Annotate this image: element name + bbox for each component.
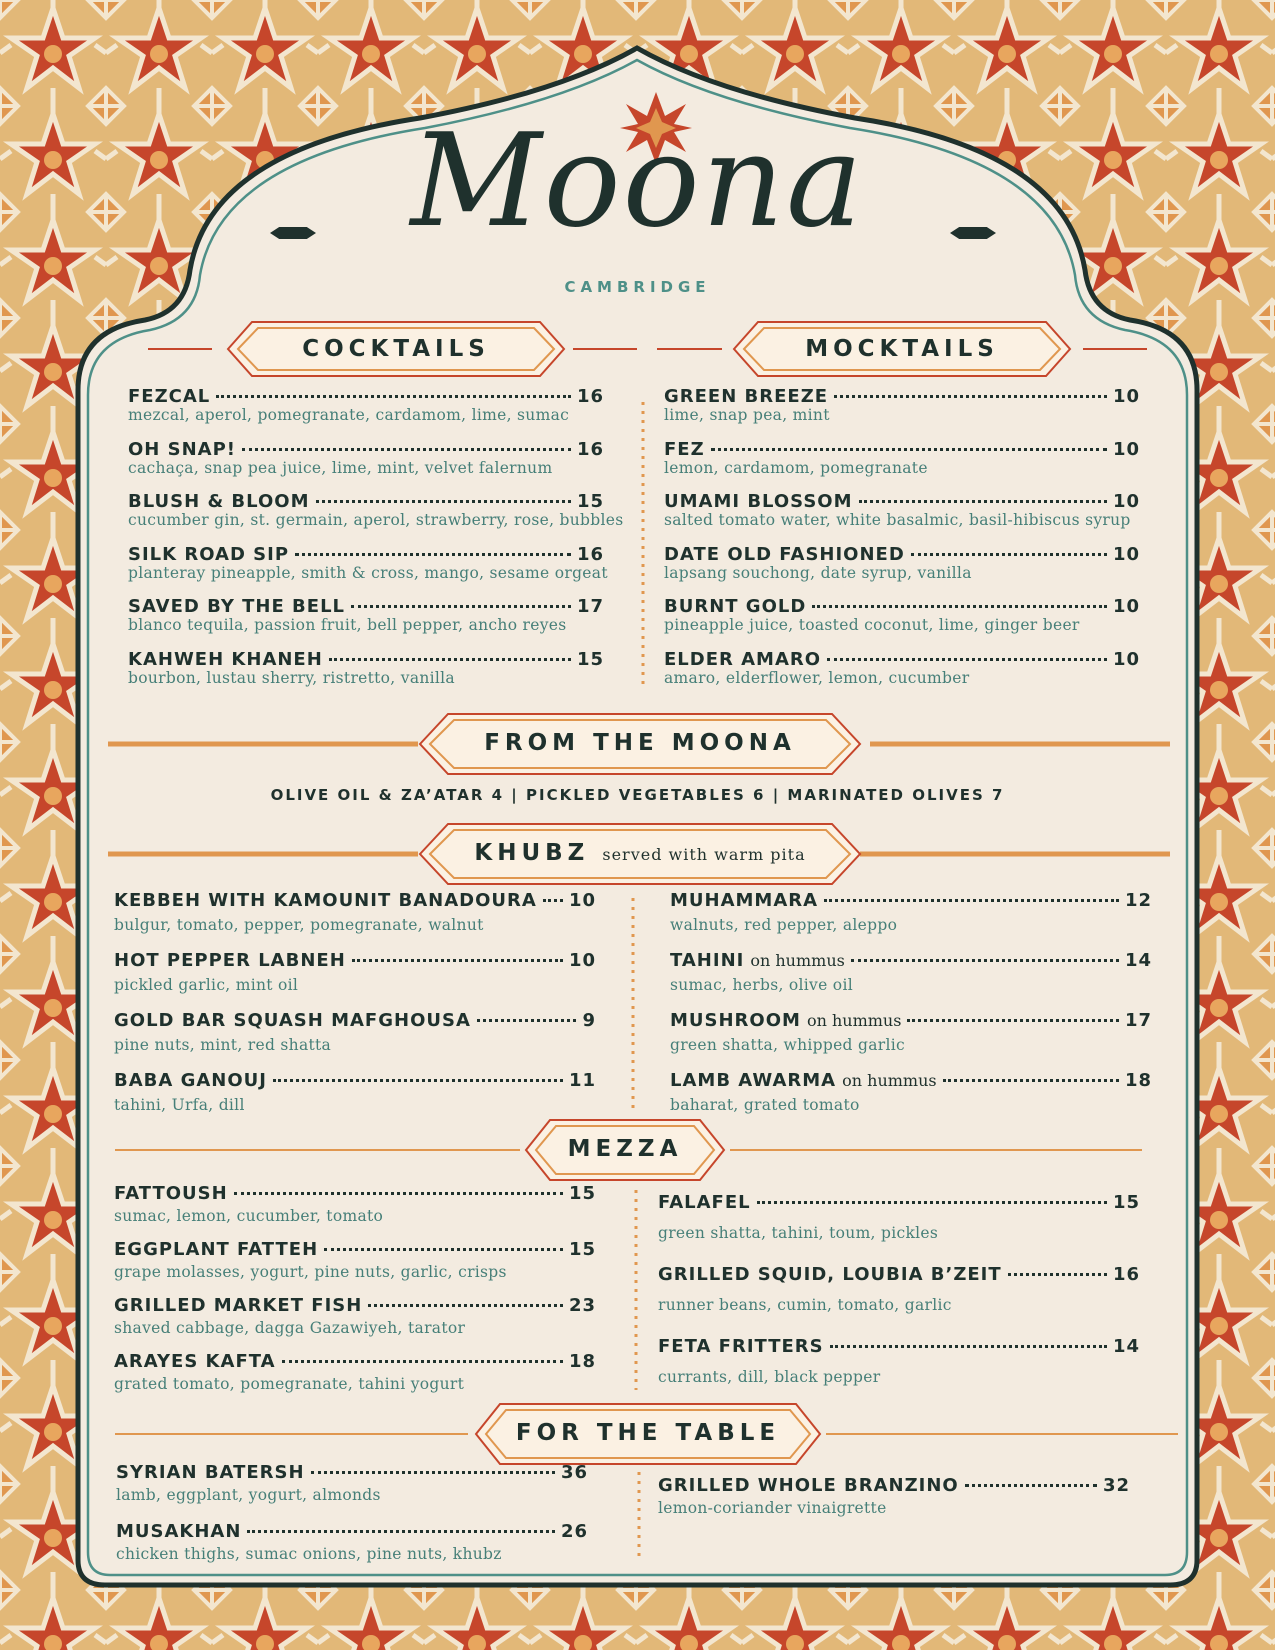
menu-item-description: lapsang souchong, date syrup, vanilla [664,563,972,582]
dot-leader [242,448,571,451]
dot-leader [543,899,563,902]
dot-leader [273,1079,563,1082]
menu-item-row [670,1010,1152,1032]
menu-item [128,491,624,530]
menu-item-price: 14 [1112,1336,1140,1357]
menu-item-description: tahini, Urfa, dill [114,1096,245,1114]
menu-item [664,544,1140,583]
menu-item [128,439,604,478]
menu-item-description: walnuts, red pepper, aleppo [670,916,898,934]
menu-item-description: salted tomato water, white basalmic, basil-hibiscus syrup [664,511,1131,529]
menu-item-name: ELDER AMARO [664,648,822,670]
dot-leader [824,899,1119,902]
dot-leader [830,1345,1107,1348]
menu-item-row [128,544,604,566]
dot-leader [352,959,563,962]
menu-item [128,543,608,583]
dot-leader [477,1019,577,1022]
menu-item-price: 18 [1124,1070,1152,1091]
dot-leader [943,1079,1119,1082]
dot-leader [247,1530,555,1533]
menu-item-description: lemon, cardamom, pomegranate [664,458,928,477]
menu-item-row [670,950,1152,972]
dot-leader [859,500,1107,503]
menu-item-name: GRILLED SQUID, LOUBIA B’ZEIT [658,1264,1002,1285]
menu-item-name: MUSAKHAN [116,1521,242,1542]
menu-item [658,1192,1140,1243]
logo-wordmark: Moona [410,107,865,256]
menu-item [670,950,1152,995]
menu-item [670,1070,1152,1115]
menu-item-name: SAVED BY THE BELL [128,596,346,617]
menu-item-name: KEBBEH WITH KAMOUNIT BANADOURA [114,890,537,911]
menu-item-price: 18 [568,1351,596,1372]
menu-item-row [114,950,596,972]
menu-item-row [114,1239,596,1261]
menu-item [114,890,596,935]
menu-item-name: BABA GANOUJ [114,1070,267,1091]
menu-item-price: 15 [1112,1192,1140,1213]
menu-item [128,649,604,688]
menu-item-price: 10 [1112,491,1140,512]
menu-item [658,1336,1140,1387]
dot-leader [1008,1273,1107,1276]
menu-item-row [114,1070,596,1092]
menu-item-row [116,1521,588,1543]
menu-item-price: 9 [582,1010,596,1031]
menu-item-row [664,544,1140,566]
khubz-title: KHUBZ [474,840,590,866]
menu-item [116,1521,588,1564]
menu-item-description: grape molasses, yogurt, pine nuts, garlic, crisps [114,1263,507,1281]
section-title-mezza: MEZZA [567,1136,683,1162]
menu-item-row [658,1264,1140,1286]
menu-item [670,890,1152,935]
menu-item-row [664,386,1140,408]
dot-leader [234,1192,563,1195]
dot-leader [834,395,1107,398]
menu-item-row [664,491,1140,513]
dot-leader [757,1201,1107,1204]
dot-leader [311,1471,555,1474]
menu-item-name: GRILLED MARKET FISH [114,1295,363,1316]
menu-item-row [114,1295,596,1317]
menu-item-description: chicken thighs, sumac onions, pine nuts, khubz [116,1545,502,1563]
dot-leader [282,1360,563,1363]
dot-leader [295,553,571,556]
menu-item-price: 26 [560,1521,588,1542]
menu-item-description: shaved cabbage, dagga Gazawiyeh, tarator [114,1319,466,1337]
menu-item-price: 10 [1112,543,1140,565]
menu-item-name: FEZCAL [128,386,211,407]
menu-item-description: pickled garlic, mint oil [114,976,299,994]
section-title-cocktails: COCKTAILS [302,336,490,362]
menu-item [114,1351,596,1394]
menu-item-price: 10 [1112,438,1140,460]
dot-leader [907,1019,1119,1022]
dot-leader [316,500,571,503]
menu-item [670,1010,1152,1055]
menu-item [664,386,1140,425]
menu-item-row [664,596,1140,618]
menu-item-price: 14 [1124,950,1152,971]
menu-item-name: GOLD BAR SQUASH MAFGHOUSA [114,1010,471,1031]
menu-item-row [664,439,1140,461]
menu-item-row [128,649,604,671]
menu-item-price: 36 [560,1462,588,1483]
menu-item-description: grated tomato, pomegranate, tahini yogurt [114,1375,465,1393]
menu-item-price: 23 [568,1295,596,1316]
menu-item [114,1070,596,1115]
menu-item-row [658,1192,1140,1214]
menu-item-name: FETA FRITTERS [658,1336,824,1357]
menu-item-name: FEZ [664,438,705,460]
dot-leader [324,1248,563,1251]
menu-item-note: on hummus [806,1011,902,1030]
menu-item-price: 10 [1112,386,1140,407]
dot-leader [711,448,1107,451]
dot-leader [911,553,1107,556]
menu-item [114,1010,596,1055]
menu-item-price: 11 [568,1070,596,1091]
menu-item-price: 16 [576,438,604,460]
menu-item-row [128,439,604,461]
menu-item-price: 15 [568,1239,596,1260]
menu-item-name: KAHWEH KHANEH [128,648,323,670]
menu-item-note: on hummus [750,951,845,970]
menu-item-price: 16 [1112,1264,1140,1285]
menu-item-row [658,1475,1130,1497]
menu-item-description: green shatta, tahini, toum, pickles [658,1224,939,1242]
dot-leader [329,658,571,661]
menu-item-name: UMAMI BLOSSOM [664,491,853,512]
menu-item-description: lime, snap pea, mint [664,406,830,424]
dot-leader [368,1304,563,1307]
menu-item [658,1264,1140,1315]
dot-leader [851,959,1119,962]
menu-item [128,596,604,635]
menu-item-description: planteray pineapple, smith & cross, mango, sesame orgeat [128,563,608,582]
menu-item [116,1462,588,1505]
menu-item-name: MUHAMMARA [670,890,819,911]
menu-item-description: bulgur, tomato, pepper, pomegranate, walnut [114,916,484,934]
menu-item-price: 12 [1124,890,1152,911]
menu-item [114,950,596,995]
menu-item-name: GREEN BREEZE [664,386,829,407]
menu-item [664,596,1140,635]
dot-leader [965,1484,1097,1487]
menu-item [658,1475,1130,1518]
menu-item-description: lemon-coriander vinaigrette [658,1499,887,1517]
menu-item-row [114,1351,596,1373]
menu-item-name: LAMB AWARMA [670,1070,837,1091]
menu-item-description: cachaça, snap pea juice, lime, mint, velvet falernum [128,458,553,477]
menu-item-price: 17 [576,596,604,617]
menu-item-row [114,1183,596,1205]
menu-item-name: TAHINI [670,950,745,971]
menu-item-note: on hummus [842,1071,937,1090]
menu-item-description: runner beans, cumin, tomato, garlic [658,1296,952,1314]
menu-item-price: 15 [576,648,604,670]
menu-item-name: GRILLED WHOLE BRANZINO [658,1475,959,1496]
menu-item-row [670,890,1152,912]
menu-item-price: 10 [1112,648,1140,670]
menu-item-price: 16 [576,543,604,565]
menu-item-price: 10 [1112,596,1140,617]
section-title-for-the-table: FOR THE TABLE [515,1420,781,1446]
menu-item-name: DATE OLD FASHIONED [664,543,905,565]
menu-item-description: bourbon, lustau sherry, ristretto, vanilla [128,668,455,687]
menu-item-price: 15 [568,1183,596,1204]
menu-item-description: currants, dill, black pepper [658,1368,881,1386]
section-title-from-the-moona: FROM THE MOONA [484,730,796,756]
section-title-mocktails: MOCKTAILS [805,336,999,362]
section-title-khubz [448,840,832,866]
from-the-moona-items: OLIVE OIL & ZA’ATAR 4 | PICKLED VEGETABLES 6 | MARINATED OLIVES 7 [270,786,1005,804]
menu-item-description: amaro, elderflower, lemon, cucumber [664,668,970,687]
menu-item-name: EGGPLANT FATTEH [114,1239,319,1260]
menu-item-description: blanco tequila, passion fruit, bell pepper, ancho reyes [128,616,567,634]
menu-item-description: sumac, lemon, cucumber, tomato [114,1207,384,1225]
menu-item-row [114,1010,596,1032]
menu-item [664,491,1140,530]
menu-item-row [128,491,604,513]
menu-item-price: 16 [576,386,604,407]
menu-item-description: baharat, grated tomato [670,1096,860,1114]
menu-item [114,1295,596,1338]
menu-item-description: cucumber gin, st. germain, aperol, strawberry, rose, bubbles [128,511,624,529]
menu-item-name: MUSHROOM [670,1010,801,1031]
menu-item-name: SYRIAN BATERSH [116,1462,305,1483]
location-label: CAMBRIDGE [564,278,711,296]
menu-item-row [670,1070,1152,1092]
menu-item-name: FATTOUSH [114,1183,228,1204]
dot-leader [216,395,571,398]
menu-item-price: 10 [568,890,596,911]
menu-item-name: BLUSH & BLOOM [128,491,310,512]
dot-leader [812,605,1107,608]
menu-item-name: FALAFEL [658,1192,751,1213]
menu-item-name: ARAYES KAFTA [114,1351,276,1372]
menu-item-price: 10 [568,950,596,971]
menu-item-row [116,1462,588,1484]
menu-item-name: HOT PEPPER LABNEH [114,950,346,971]
menu-item-description: green shatta, whipped garlic [670,1036,905,1054]
menu-item-name: BURNT GOLD [664,596,807,617]
menu-item-row [114,890,596,912]
menu-item-row [128,596,604,618]
menu-item-row [664,649,1140,671]
menu-item-price: 32 [1102,1475,1130,1496]
menu-item-description: mezcal, aperol, pomegranate, cardamom, lime, sumac [128,406,570,424]
menu-item-row [658,1336,1140,1358]
menu-item [114,1183,596,1226]
menu-item [664,649,1140,688]
menu-item [114,1239,596,1282]
menu-item-description: lamb, eggplant, yogurt, almonds [116,1486,381,1504]
menu-item-description: pineapple juice, toasted coconut, lime, ginger beer [664,616,1080,634]
menu-item-description: sumac, herbs, olive oil [670,976,853,994]
menu-item-price: 17 [1124,1010,1152,1031]
menu-item [664,439,1140,478]
khubz-subtitle: served with warm pita [602,845,806,864]
dot-leader [827,658,1107,661]
dot-leader [351,605,571,608]
menu-item-name: SILK ROAD SIP [128,543,290,565]
menu-item [128,386,604,425]
menu-item-row [128,386,604,408]
menu-item-price: 15 [576,491,604,512]
menu-item-description: pine nuts, mint, red shatta [114,1036,332,1054]
menu-item-name: OH SNAP! [128,438,236,460]
